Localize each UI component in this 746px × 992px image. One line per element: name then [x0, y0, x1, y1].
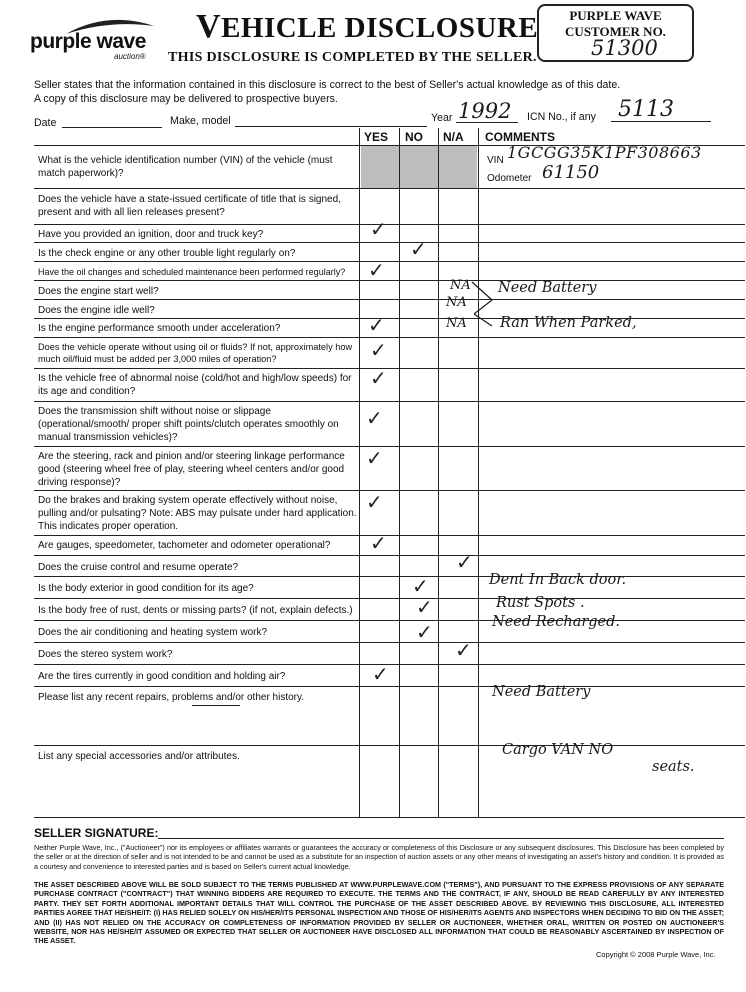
column-na: N/A — [443, 130, 464, 144]
check-body-rust-no: ✓ — [416, 595, 433, 619]
bracket-arrow-icon — [470, 280, 496, 330]
icn-value: 5113 — [618, 97, 674, 122]
row-line — [34, 401, 745, 402]
question-body-exterior: Is the body exterior in good condition for its age? — [38, 583, 254, 594]
row-line — [34, 242, 745, 243]
question-air-conditioning: Does the air conditioning and heating system work? — [38, 627, 268, 638]
question-engine-start: Does the engine start well? — [38, 286, 159, 297]
question-tires: Are the tires currently in good condition and holding air? — [38, 671, 286, 682]
purple-wave-logo — [28, 14, 158, 61]
check-brakes-yes: ✓ — [366, 490, 383, 514]
comment-recharge: Need Recharged. — [492, 614, 621, 630]
row-line — [34, 620, 745, 621]
check-steering-yes: ✓ — [366, 446, 383, 470]
statement-line2: A copy of this disclosure may be delivered to prospective buyers. — [34, 93, 338, 105]
question-brakes: Do the brakes and braking system operate effectively without noise, pulling and/or pulsating? Note: ABS may pulsate under hard application. This indicates proper operation. — [38, 495, 357, 532]
logo-wordmark: purple wave — [30, 30, 146, 53]
year-value: 1992 — [458, 99, 512, 123]
check-transmission-yes: ✓ — [366, 406, 383, 430]
row-line — [34, 535, 745, 536]
question-check-engine: Is the check engine or any other trouble light regularly on? — [38, 248, 296, 259]
check-tires-yes: ✓ — [372, 662, 389, 686]
question-oil-changes: Have the oil changes and scheduled maintenance been performed regularly? — [38, 267, 346, 277]
vin-value: 1GCGG35K1PF308663 — [507, 143, 702, 162]
question-body-rust: Is the body free of rust, dents or missing parts? (if not, explain defects.) — [38, 605, 353, 616]
question-engine-performance: Is the engine performance smooth under acceleration? — [38, 323, 281, 334]
customer-number-value: 51300 — [591, 36, 658, 60]
col-divider-yes — [359, 128, 360, 817]
row-line — [34, 446, 745, 447]
na-engine-performance: NA — [446, 316, 467, 331]
question-engine-idle: Does the engine idle well? — [38, 305, 155, 316]
question-accessories: List any special accessories and/or attributes. — [38, 751, 240, 762]
title-initial: V — [196, 8, 222, 45]
check-keys-yes: ✓ — [370, 217, 387, 241]
question-gauges: Are gauges, speedometer, tachometer and odometer operational? — [38, 540, 331, 551]
date-label: Date — [34, 117, 57, 129]
row-line — [34, 598, 745, 599]
row-line — [34, 299, 745, 300]
row-line — [34, 280, 745, 281]
shade-divider — [438, 146, 439, 188]
question-keys: Have you provided an ignition, door and truck key? — [38, 229, 264, 240]
comment-accessories-2: seats. — [652, 759, 695, 775]
row-line — [34, 337, 745, 338]
na-engine-idle: NA — [446, 295, 467, 310]
comment-need-battery: Need Battery — [498, 280, 597, 296]
col-divider-comments — [478, 128, 479, 817]
shade-divider — [399, 146, 400, 188]
vin-row-shading — [361, 146, 477, 188]
check-ac-no: ✓ — [416, 620, 433, 644]
make-model-field[interactable] — [235, 126, 427, 127]
row-line — [34, 188, 745, 189]
comment-rust: Rust Spots . — [496, 595, 585, 611]
seller-signature-field[interactable] — [158, 838, 724, 839]
row-line — [34, 745, 745, 746]
odometer-label: Odometer — [487, 173, 532, 184]
check-gauges-yes: ✓ — [370, 531, 387, 555]
question-stereo: Does the stereo system work? — [38, 649, 173, 660]
year-label: Year — [431, 112, 453, 124]
row-line — [34, 576, 745, 577]
comment-dent: Dent In Back door. — [489, 572, 627, 588]
question-transmission: Does the transmission shift without noise or slippage (operational/smooth/ proper shift points/clutch operates smoothly on manual transmission vehicles)? — [38, 406, 339, 443]
statement-line1: Seller states that the information contained in this disclosure is correct to the best of Seller's actual knowledge as of this date. — [34, 79, 621, 91]
question-noise: Is the vehicle free of abnormal noise (cold/hot and high/low speeds) for its age and condition? — [38, 373, 352, 397]
comment-accessories-1: Cargo VAN NO — [502, 742, 614, 758]
row-line — [34, 224, 745, 225]
check-engine-light-no: ✓ — [410, 237, 427, 261]
question-vin: What is the vehicle identification number (VIN) of the vehicle (must match paperwork)? — [38, 155, 333, 179]
col-divider-no — [399, 128, 400, 817]
comment-repairs: Need Battery — [492, 684, 591, 700]
disclaimer-paragraph: Neither Purple Wave, Inc., ("Auctioneer") nor its employees or affiliates warrants or guarantees the accuracy or completeness of this Disclosure or any subsequent disclosures. This Disclosure has been completed by the seller or at the direction of seller and is not intended to be and cannot be used as a substitute for an inspection of auction assets or any other means of investigating an asset's history and condition. It is provided as a courtesy and convenience to interested parties and is based on Seller's current actual knowledge. — [34, 843, 724, 871]
column-comments: COMMENTS — [485, 130, 555, 144]
row-line — [34, 368, 745, 369]
check-oil-fluids-yes: ✓ — [370, 338, 387, 362]
row-line — [34, 642, 745, 643]
terms-paragraph: THE ASSET DESCRIBED ABOVE WILL BE SOLD SUBJECT TO THE TERMS PUBLISHED AT WWW.PURPLEWAVE.COM ("TERMS"), AND PURSUANT TO THE EXPRESS PROVISIONS OF ANY SEPARATE PURCHASE CONTRACT ("CONTRACT") THAT WINNING BIDDERS ARE REQUIRED TO EXECUTE. THE TERMS AND THE CONTRACT, IF ANY, SHOULD BE READ CAREFULLY BY ANY INTERESTED PARTY. THEY SET FORTH ADDITIONAL IMPORTANT DETAILS THAT WILL CONTROL THE PURCHASE OF THE ASSET DESCRIBED ABOVE. BY REVIEWING THIS DISCLOSURE, ALL INTERESTED PARTIES AGREE THAT HE/SHE/IT: (I) HAS RELIED SOLELY ON HIS/HER/ITS PERSONAL INSPECTION AND THOSE OF HIS/HER/ITS AGENTS AND INSPECTORS WHEN DECIDING TO BID ON THE ASSET; AND (II) HAS NOT RELIED ON THE ACCURACY OR COMPLETENESS OF INFORMATION PROVIDED BY SELLER OR AUCTIONEER, WHETHER ORAL, WRITTEN OR POSTED ON AUCTIONEER'S WEBSITE, NOR HAS HE/SHE/IT ASSUMED OR EXPECTED THAT SELLER OR AUCTIONEER HAVE DISCLOSED ALL INFORMATION THAT COULD BE REASONABLY ASCERTAINED BY INSPECTION OF THE ASSET. — [34, 880, 724, 946]
column-no: NO — [405, 130, 423, 144]
question-steering: Are the steering, rack and pinion and/or steering linkage performance good (steering wheel free of play, steering wheel centers and/or good driving response)? — [38, 451, 345, 488]
check-noise-yes: ✓ — [370, 366, 387, 390]
row-line — [34, 261, 745, 262]
check-stereo-na: ✓ — [455, 638, 472, 662]
title-rest: EHICLE DISCLOSURE — [221, 12, 539, 44]
na-engine-start: NA — [450, 278, 471, 293]
check-performance-yes: ✓ — [368, 313, 385, 337]
customer-box-line2: CUSTOMER NO. — [565, 24, 666, 39]
question-recent-repairs: Please list any recent repairs, problems and/or other history. — [38, 692, 305, 703]
column-yes: YES — [364, 130, 389, 144]
check-cruise-na: ✓ — [456, 550, 473, 574]
col-divider-na — [438, 128, 439, 817]
problems-underline — [192, 705, 240, 706]
vin-label: VIN — [487, 155, 504, 166]
page-title — [196, 8, 538, 46]
page-subtitle: THIS DISCLOSURE IS COMPLETED BY THE SELLER. — [168, 50, 537, 65]
row-line — [34, 555, 745, 556]
row-line — [34, 686, 745, 687]
row-line — [34, 664, 745, 665]
odometer-value: 61150 — [542, 162, 600, 183]
icn-label: ICN No., if any — [527, 111, 596, 123]
comment-ran-when-parked: Ran When Parked, — [500, 315, 637, 331]
question-title: Does the vehicle have a state-issued certificate of title that is signed, present and with all lien releases present? — [38, 194, 341, 218]
question-cruise: Does the cruise control and resume operate? — [38, 562, 239, 573]
customer-box-line1: PURPLE WAVE — [569, 8, 662, 23]
copyright: Copyright © 2008 Purple Wave, Inc. — [596, 950, 716, 959]
seller-signature-label: SELLER SIGNATURE: — [34, 826, 159, 840]
row-line — [34, 490, 745, 491]
check-oil-yes: ✓ — [368, 258, 385, 282]
check-body-exterior-no: ✓ — [412, 574, 429, 598]
row-line — [34, 318, 745, 319]
make-model-label: Make, model — [170, 115, 231, 127]
logo-subtext: auction® — [114, 52, 146, 61]
row-line — [34, 817, 745, 818]
question-oil-fluids: Does the vehicle operate without using oil or fluids? If not, approximately how much oil/fluid must be added per 3,000 miles of operation? — [38, 342, 353, 364]
customer-number-box — [537, 4, 694, 62]
date-field[interactable] — [62, 127, 162, 128]
